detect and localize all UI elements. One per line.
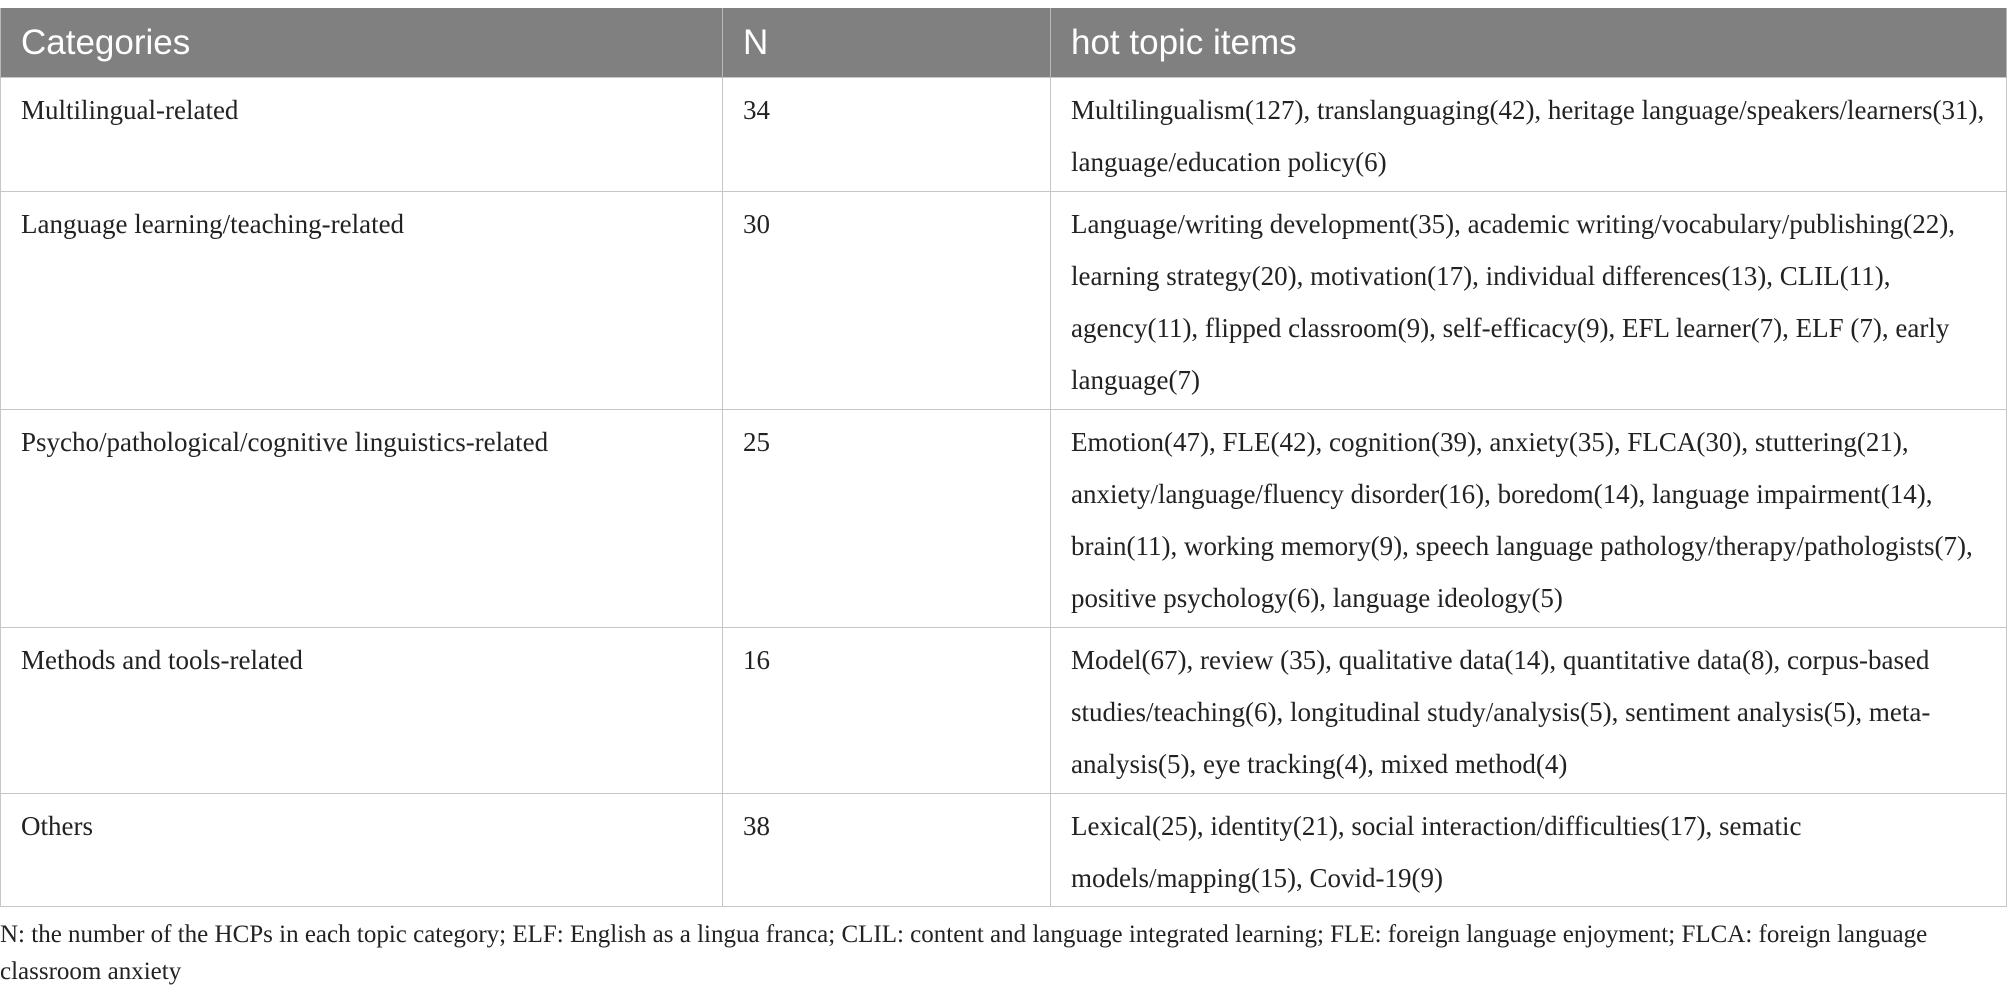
table-footnote: N: the number of the HCPs in each topic category; ELF: English as a lingua franca; CLIL: content and language integrated learning; FLE: foreign language enjoyment; FLCA: foreign language classroom anxiety xyxy=(0,921,1928,985)
cell-n: 16 xyxy=(723,628,1051,794)
header-n: N xyxy=(723,8,1051,78)
cell-n: 30 xyxy=(723,192,1051,410)
cell-category: Multilingual-related xyxy=(1,78,723,192)
cell-category: Psycho/pathological/cognitive linguistics-related xyxy=(1,410,723,628)
table-row xyxy=(1,410,2007,628)
cell-hot-topic-items: Emotion(47), FLE(42), cognition(39), anxiety(35), FLCA(30), stuttering(21), anxiety/language/fluency disorder(16), boredom(14), language impairment(14), brain(11), working memory(9), speech language pathology/therapy/pathologists(7), positive psychology(6), language ideology(5) xyxy=(1051,410,2007,628)
table-body xyxy=(1,78,2007,907)
hot-topic-table xyxy=(0,8,2007,907)
header-hot-topic-items: hot topic items xyxy=(1051,8,2007,78)
cell-n: 25 xyxy=(723,410,1051,628)
cell-category: Others xyxy=(1,794,723,907)
header-row xyxy=(1,8,2007,78)
table-row xyxy=(1,794,2007,907)
table-row xyxy=(1,628,2007,794)
table-row xyxy=(1,192,2007,410)
table-row xyxy=(1,78,2007,192)
cell-hot-topic-items: Model(67), review (35), qualitative data(14), quantitative data(8), corpus-based studies/teaching(6), longitudinal study/analysis(5), sentiment analysis(5), meta-analysis(5), eye tracking(4), mixed method(4) xyxy=(1051,628,2007,794)
table-header xyxy=(1,8,2007,78)
cell-n: 34 xyxy=(723,78,1051,192)
cell-n: 38 xyxy=(723,794,1051,907)
cell-category: Methods and tools-related xyxy=(1,628,723,794)
cell-hot-topic-items: Language/writing development(35), academic writing/vocabulary/publishing(22), learning strategy(20), motivation(17), individual differences(13), CLIL(11), agency(11), flipped classroom(9), self-efficacy(9), EFL learner(7), ELF (7), early language(7) xyxy=(1051,192,2007,410)
cell-hot-topic-items: Lexical(25), identity(21), social interaction/difficulties(17), sematic models/mapping(15), Covid-19(9) xyxy=(1051,794,2007,907)
cell-hot-topic-items: Multilingualism(127), translanguaging(42), heritage language/speakers/learners(31), language/education policy(6) xyxy=(1051,78,2007,192)
cell-category: Language learning/teaching-related xyxy=(1,192,723,410)
topic-table-container xyxy=(0,8,2006,907)
header-categories: Categories xyxy=(1,8,723,78)
